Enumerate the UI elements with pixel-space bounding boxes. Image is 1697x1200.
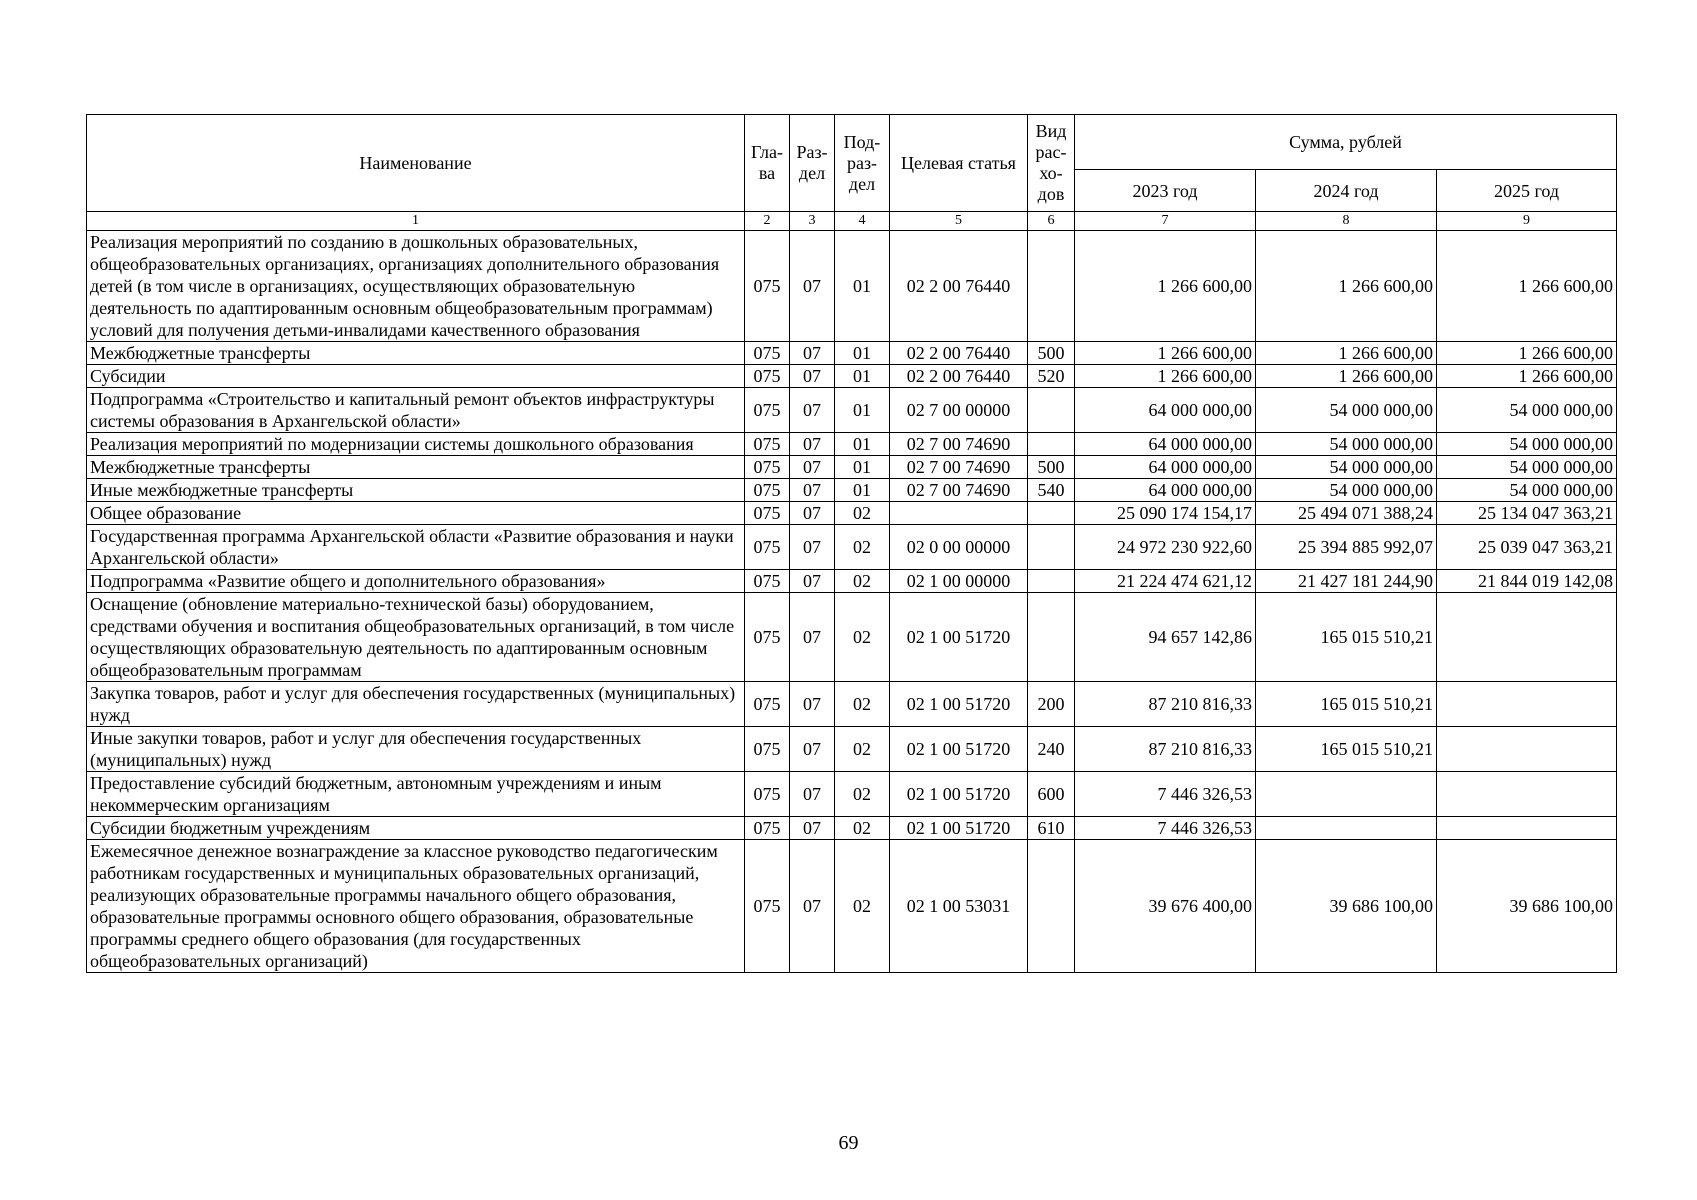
row-sum-2025 — [1437, 593, 1617, 682]
table-row — [87, 231, 1617, 342]
row-razdel: 07 — [790, 456, 835, 479]
column-number: 4 — [835, 212, 890, 231]
row-glava: 075 — [745, 570, 790, 593]
row-sum-2025 — [1437, 682, 1617, 727]
row-sum-2023: 87 210 816,33 — [1075, 727, 1256, 772]
row-podrazdel: 02 — [835, 772, 890, 817]
row-glava: 075 — [745, 525, 790, 570]
row-sum-2025: 54 000 000,00 — [1437, 433, 1617, 456]
row-glava: 075 — [745, 682, 790, 727]
row-vid-rashodov — [1028, 525, 1075, 570]
row-sum-2023: 39 676 400,00 — [1075, 840, 1256, 973]
row-sum-2024: 54 000 000,00 — [1256, 433, 1437, 456]
row-sum-2023: 64 000 000,00 — [1075, 433, 1256, 456]
column-number: 9 — [1437, 212, 1617, 231]
row-sum-2025: 39 686 100,00 — [1437, 840, 1617, 973]
table-row — [87, 727, 1617, 772]
row-glava: 075 — [745, 456, 790, 479]
row-sum-2024: 165 015 510,21 — [1256, 682, 1437, 727]
row-name: Реализация мероприятий по созданию в дошкольных образовательных, общеобразовательных организациях, организациях дополнительного образования детей (в том числе в организациях, осуществляющих образовательную деятельность по адаптированным основным общеобразовательным программам) условий для получения детьми-инвалидами качественного образования — [87, 231, 745, 342]
row-sum-2024: 25 494 071 388,24 — [1256, 502, 1437, 525]
table-row — [87, 840, 1617, 973]
row-vid-rashodov — [1028, 502, 1075, 525]
table-row — [87, 772, 1617, 817]
row-podrazdel: 02 — [835, 525, 890, 570]
table-row — [87, 388, 1617, 433]
row-celevaya-statya: 02 7 00 00000 — [890, 388, 1028, 433]
page-number: 69 — [838, 1132, 859, 1154]
row-razdel: 07 — [790, 525, 835, 570]
row-vid-rashodov — [1028, 433, 1075, 456]
row-sum-2025: 21 844 019 142,08 — [1437, 570, 1617, 593]
row-podrazdel: 01 — [835, 342, 890, 365]
row-sum-2023: 1 266 600,00 — [1075, 342, 1256, 365]
row-name: Государственная программа Архангельской области «Развитие образования и науки Архангельской области» — [87, 525, 745, 570]
row-sum-2024: 21 427 181 244,90 — [1256, 570, 1437, 593]
header-summa: Сумма, рублей — [1075, 115, 1617, 170]
row-razdel: 07 — [790, 388, 835, 433]
column-number: 5 — [890, 212, 1028, 231]
row-glava: 075 — [745, 502, 790, 525]
header-name: Наименование — [87, 115, 745, 212]
row-name: Ежемесячное денежное вознаграждение за классное руководство педагогическим работникам государственных и муниципальных образовательных организаций, реализующих образовательные программы начального общего образования, образовательные программы основного общего образования, образовательные программы среднего общего образования (для государственных общеобразовательных организаций) — [87, 840, 745, 973]
row-sum-2025: 25 039 047 363,21 — [1437, 525, 1617, 570]
row-sum-2024: 165 015 510,21 — [1256, 593, 1437, 682]
row-name: Оснащение (обновление материально-технической базы) оборудованием, средствами обучения и воспитания общеобразовательных организаций, в том числе осуществляющих образовательную деятельность по адаптированным основным общеобразовательным программам — [87, 593, 745, 682]
row-vid-rashodov — [1028, 388, 1075, 433]
row-name: Межбюджетные трансферты — [87, 456, 745, 479]
row-razdel: 07 — [790, 682, 835, 727]
row-sum-2024: 39 686 100,00 — [1256, 840, 1437, 973]
row-name: Подпрограмма «Развитие общего и дополнительного образования» — [87, 570, 745, 593]
row-podrazdel: 01 — [835, 388, 890, 433]
row-sum-2025: 54 000 000,00 — [1437, 479, 1617, 502]
row-sum-2023: 64 000 000,00 — [1075, 388, 1256, 433]
row-glava: 075 — [745, 840, 790, 973]
row-sum-2023: 1 266 600,00 — [1075, 365, 1256, 388]
row-vid-rashodov — [1028, 570, 1075, 593]
row-glava: 075 — [745, 593, 790, 682]
row-glava: 075 — [745, 479, 790, 502]
row-celevaya-statya: 02 1 00 51720 — [890, 682, 1028, 727]
row-celevaya-statya: 02 7 00 74690 — [890, 479, 1028, 502]
row-podrazdel: 02 — [835, 840, 890, 973]
row-sum-2025: 1 266 600,00 — [1437, 365, 1617, 388]
row-vid-rashodov: 240 — [1028, 727, 1075, 772]
table-row — [87, 502, 1617, 525]
row-celevaya-statya: 02 2 00 76440 — [890, 342, 1028, 365]
row-sum-2024: 25 394 885 992,07 — [1256, 525, 1437, 570]
header-year-2024: 2024 год — [1256, 170, 1437, 212]
row-podrazdel: 02 — [835, 593, 890, 682]
row-sum-2024: 54 000 000,00 — [1256, 388, 1437, 433]
row-razdel: 07 — [790, 570, 835, 593]
row-razdel: 07 — [790, 817, 835, 840]
row-sum-2024: 165 015 510,21 — [1256, 727, 1437, 772]
header-glava: Гла-ва — [745, 115, 790, 212]
row-name: Иные закупки товаров, работ и услуг для обеспечения государственных (муниципальных) нужд — [87, 727, 745, 772]
table-row — [87, 365, 1617, 388]
row-name: Субсидии бюджетным учреждениям — [87, 817, 745, 840]
row-sum-2025 — [1437, 817, 1617, 840]
table-row — [87, 342, 1617, 365]
row-vid-rashodov: 500 — [1028, 456, 1075, 479]
row-razdel: 07 — [790, 502, 835, 525]
column-number: 6 — [1028, 212, 1075, 231]
table-body — [87, 231, 1617, 973]
row-celevaya-statya: 02 7 00 74690 — [890, 433, 1028, 456]
row-sum-2024: 1 266 600,00 — [1256, 365, 1437, 388]
row-razdel: 07 — [790, 772, 835, 817]
row-sum-2023: 94 657 142,86 — [1075, 593, 1256, 682]
row-name: Межбюджетные трансферты — [87, 342, 745, 365]
row-sum-2025: 1 266 600,00 — [1437, 342, 1617, 365]
row-sum-2023: 21 224 474 621,12 — [1075, 570, 1256, 593]
row-celevaya-statya: 02 1 00 00000 — [890, 570, 1028, 593]
row-vid-rashodov — [1028, 593, 1075, 682]
row-name: Предоставление субсидий бюджетным, автономным учреждениям и иным некоммерческим организациям — [87, 772, 745, 817]
row-glava: 075 — [745, 433, 790, 456]
row-celevaya-statya — [890, 502, 1028, 525]
row-vid-rashodov: 610 — [1028, 817, 1075, 840]
table-row — [87, 479, 1617, 502]
row-glava: 075 — [745, 231, 790, 342]
row-celevaya-statya: 02 2 00 76440 — [890, 365, 1028, 388]
row-sum-2025: 1 266 600,00 — [1437, 231, 1617, 342]
row-glava: 075 — [745, 342, 790, 365]
row-sum-2023: 64 000 000,00 — [1075, 456, 1256, 479]
table-row — [87, 570, 1617, 593]
column-number: 7 — [1075, 212, 1256, 231]
table-row — [87, 433, 1617, 456]
header-podrazdel: Под-раз-дел — [835, 115, 890, 212]
row-podrazdel: 01 — [835, 456, 890, 479]
row-podrazdel: 01 — [835, 433, 890, 456]
header-razdel: Раз-дел — [790, 115, 835, 212]
column-number: 8 — [1256, 212, 1437, 231]
table-row — [87, 593, 1617, 682]
row-sum-2025 — [1437, 772, 1617, 817]
row-sum-2024: 1 266 600,00 — [1256, 342, 1437, 365]
row-celevaya-statya: 02 2 00 76440 — [890, 231, 1028, 342]
row-vid-rashodov: 500 — [1028, 342, 1075, 365]
column-number: 1 — [87, 212, 745, 231]
row-sum-2023: 25 090 174 154,17 — [1075, 502, 1256, 525]
row-sum-2023: 24 972 230 922,60 — [1075, 525, 1256, 570]
row-sum-2023: 64 000 000,00 — [1075, 479, 1256, 502]
row-glava: 075 — [745, 727, 790, 772]
row-razdel: 07 — [790, 479, 835, 502]
row-sum-2024: 54 000 000,00 — [1256, 479, 1437, 502]
row-sum-2024: 1 266 600,00 — [1256, 231, 1437, 342]
row-podrazdel: 02 — [835, 682, 890, 727]
row-razdel: 07 — [790, 365, 835, 388]
row-sum-2023: 7 446 326,53 — [1075, 772, 1256, 817]
row-sum-2023: 1 266 600,00 — [1075, 231, 1256, 342]
row-name: Общее образование — [87, 502, 745, 525]
row-razdel: 07 — [790, 840, 835, 973]
row-glava: 075 — [745, 365, 790, 388]
row-vid-rashodov — [1028, 231, 1075, 342]
table-row — [87, 456, 1617, 479]
header-vid: Вид рас-хо-дов — [1028, 115, 1075, 212]
row-vid-rashodov: 540 — [1028, 479, 1075, 502]
row-vid-rashodov — [1028, 840, 1075, 973]
row-razdel: 07 — [790, 727, 835, 772]
row-celevaya-statya: 02 1 00 53031 — [890, 840, 1028, 973]
row-celevaya-statya: 02 1 00 51720 — [890, 593, 1028, 682]
row-name: Закупка товаров, работ и услуг для обеспечения государственных (муниципальных) нужд — [87, 682, 745, 727]
header-year-2023: 2023 год — [1075, 170, 1256, 212]
row-celevaya-statya: 02 1 00 51720 — [890, 727, 1028, 772]
row-sum-2023: 7 446 326,53 — [1075, 817, 1256, 840]
table-row — [87, 525, 1617, 570]
row-podrazdel: 02 — [835, 817, 890, 840]
table-row — [87, 682, 1617, 727]
row-vid-rashodov: 200 — [1028, 682, 1075, 727]
row-sum-2025: 25 134 047 363,21 — [1437, 502, 1617, 525]
row-sum-2025 — [1437, 727, 1617, 772]
row-sum-2024 — [1256, 817, 1437, 840]
row-podrazdel: 01 — [835, 479, 890, 502]
row-vid-rashodov: 600 — [1028, 772, 1075, 817]
row-sum-2024 — [1256, 772, 1437, 817]
row-name: Субсидии — [87, 365, 745, 388]
column-number: 2 — [745, 212, 790, 231]
row-celevaya-statya: 02 1 00 51720 — [890, 817, 1028, 840]
row-razdel: 07 — [790, 342, 835, 365]
row-celevaya-statya: 02 1 00 51720 — [890, 772, 1028, 817]
row-sum-2024: 54 000 000,00 — [1256, 456, 1437, 479]
column-number: 3 — [790, 212, 835, 231]
row-podrazdel: 01 — [835, 231, 890, 342]
row-razdel: 07 — [790, 231, 835, 342]
row-sum-2025: 54 000 000,00 — [1437, 456, 1617, 479]
row-glava: 075 — [745, 772, 790, 817]
row-podrazdel: 02 — [835, 502, 890, 525]
row-podrazdel: 01 — [835, 365, 890, 388]
row-celevaya-statya: 02 0 00 00000 — [890, 525, 1028, 570]
row-sum-2025: 54 000 000,00 — [1437, 388, 1617, 433]
table-row — [87, 817, 1617, 840]
row-name: Иные межбюджетные трансферты — [87, 479, 745, 502]
row-name: Подпрограмма «Строительство и капитальный ремонт объектов инфраструктуры системы образования в Архангельской области» — [87, 388, 745, 433]
row-vid-rashodov: 520 — [1028, 365, 1075, 388]
row-razdel: 07 — [790, 433, 835, 456]
header-year-2025: 2025 год — [1437, 170, 1617, 212]
row-podrazdel: 02 — [835, 727, 890, 772]
row-podrazdel: 02 — [835, 570, 890, 593]
row-glava: 075 — [745, 388, 790, 433]
row-razdel: 07 — [790, 593, 835, 682]
budget-table — [86, 114, 1617, 973]
row-sum-2023: 87 210 816,33 — [1075, 682, 1256, 727]
row-name: Реализация мероприятий по модернизации системы дошкольного образования — [87, 433, 745, 456]
header-celevaya: Целевая статья — [890, 115, 1028, 212]
row-celevaya-statya: 02 7 00 74690 — [890, 456, 1028, 479]
column-numbers-row — [87, 212, 1617, 231]
row-glava: 075 — [745, 817, 790, 840]
